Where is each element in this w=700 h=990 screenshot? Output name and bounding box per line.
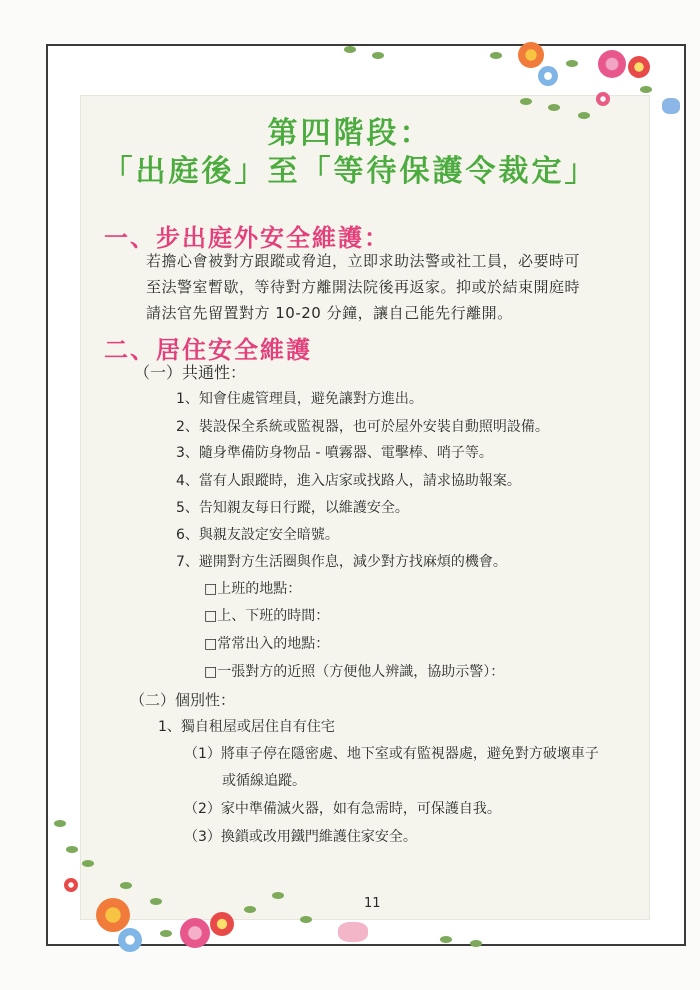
leaf-icon xyxy=(372,52,384,59)
section1-line: 至法警室暫歇，等待對方離開法院後再返家。抑或於結束開庭時 xyxy=(146,278,581,296)
leaf-icon xyxy=(300,916,312,923)
leaf-icon xyxy=(160,930,172,937)
list-item: 1、知會住處管理員，避免讓對方進出。 xyxy=(176,391,423,407)
list-item: （1）將車子停在隱密處、地下室或有監視器處，避免對方破壞車子 xyxy=(184,746,599,762)
list-item: （2）家中準備滅火器，如有急需時，可保護自我。 xyxy=(184,801,501,817)
leaf-icon xyxy=(54,820,66,827)
section1-heading: 一、步出庭外安全維護： xyxy=(104,224,390,252)
leaf-icon xyxy=(82,860,94,867)
list-item: 5、告知親友每日行蹤，以維護安全。 xyxy=(176,500,409,516)
flower-icon xyxy=(628,56,650,78)
flower-icon xyxy=(64,878,78,892)
flower-icon xyxy=(118,928,142,952)
flower-icon xyxy=(598,50,626,78)
leaf-icon xyxy=(272,892,284,899)
leaf-icon xyxy=(150,898,162,905)
list-item: 3、隨身準備防身物品 - 噴霧器、電擊棒、哨子等。 xyxy=(176,445,493,461)
list-item: 6、與親友設定安全暗號。 xyxy=(176,527,339,543)
leaf-icon xyxy=(640,86,652,93)
checkbox-item: □一張對方的近照（方便他人辨識，協助示警）： xyxy=(204,664,505,680)
leaf-icon xyxy=(566,60,578,67)
leaf-icon xyxy=(490,52,502,59)
leaf-icon xyxy=(120,882,132,889)
flower-icon xyxy=(96,898,130,932)
page-title-line2: 「出庭後」至「等待保護令裁定」 xyxy=(102,154,598,189)
leaf-icon xyxy=(440,936,452,943)
butterfly-icon xyxy=(338,922,368,942)
list-item: 7、避開對方生活圈與作息，減少對方找麻煩的機會。 xyxy=(176,554,507,570)
common-label: （一）共通性： xyxy=(134,363,247,382)
checkbox-item: □上、下班的時間： xyxy=(204,608,330,624)
list-item: （3）換鎖或改用鐵門維護住家安全。 xyxy=(184,829,417,845)
individual-sub-label: 1、獨自租屋或居住自有住宅 xyxy=(158,719,335,735)
flower-icon xyxy=(596,92,610,106)
page-number: 11 xyxy=(364,896,381,911)
flower-icon xyxy=(180,918,210,948)
section1-line: 若擔心會被對方跟蹤或脅迫，立即求助法警或社工員，必要時可 xyxy=(146,252,581,270)
flower-icon xyxy=(538,66,558,86)
leaf-icon xyxy=(66,846,78,853)
individual-label: （二）個別性： xyxy=(130,691,236,709)
flower-icon xyxy=(518,42,544,68)
checkbox-item: □上班的地點： xyxy=(204,581,302,597)
list-item: 4、當有人跟蹤時，進入店家或找路人，請求協助報案。 xyxy=(176,473,521,489)
leaf-icon xyxy=(520,98,532,105)
leaf-icon xyxy=(470,940,482,947)
list-item: 2、裝設保全系統或監視器，也可於屋外安裝自動照明設備。 xyxy=(176,419,549,435)
leaf-icon xyxy=(344,46,356,53)
page-title-line1: 第四階段： xyxy=(267,116,433,151)
section2-heading: 二、居住安全維護 xyxy=(104,336,312,364)
section1-line: 請法官先留置對方 10-20 分鐘，讓自己能先行離開。 xyxy=(146,304,513,322)
leaf-icon xyxy=(244,906,256,913)
checkbox-item: □常常出入的地點： xyxy=(204,636,330,652)
list-item: 或循線追蹤。 xyxy=(222,773,306,789)
flower-icon xyxy=(210,912,234,936)
